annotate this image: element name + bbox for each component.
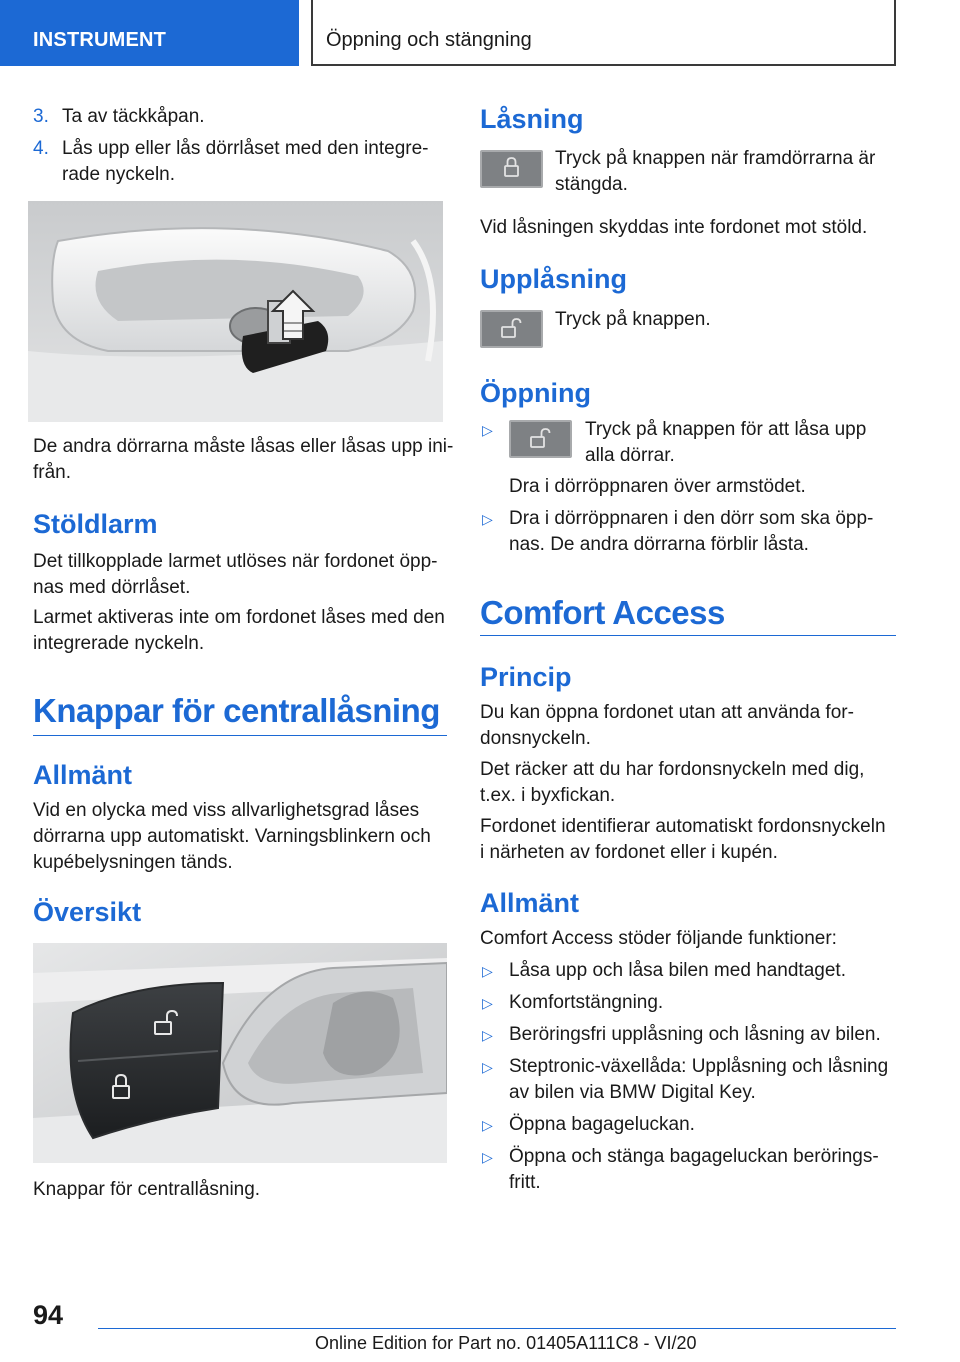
paragraph: från. [33, 462, 72, 483]
paragraph: De andra dörrarna måste låsas eller låsas upp ini- [33, 436, 454, 457]
list-item-text: av bilen via BMW Digital Key. [509, 1082, 756, 1103]
paragraph: Det tillkopplade larmet utlöses när fordonet öpp- [33, 551, 438, 572]
list-item-text: nas. De andra dörrarna förblir låsta. [509, 534, 809, 555]
page-number: 94 [33, 1300, 64, 1330]
list-item-text: Öppna och stänga bagageluckan berörings- [509, 1146, 879, 1167]
padlock-open-icon [482, 312, 541, 346]
photo-caption: Knappar för centrallåsning. [33, 1179, 261, 1200]
lock-button-image [480, 150, 543, 188]
paragraph: i närheten av fordonet eller i kupén. [480, 842, 778, 863]
paragraph: Fordonet identifierar automatiskt fordonsnyckeln [480, 816, 886, 837]
heading-oversikt: Översikt [33, 897, 142, 927]
paragraph: stängda. [555, 174, 628, 195]
triangle-right-icon: ▷ [482, 1059, 493, 1075]
section-label: INSTRUMENT [33, 29, 167, 51]
paragraph: Tryck på knappen. [555, 309, 711, 330]
paragraph: Vid låsningen skyddas inte fordonet mot stöld. [480, 217, 868, 238]
paragraph: integrerade nyckeln. [33, 633, 205, 654]
heading-stoldlarm: Stöldlarm [33, 509, 158, 539]
heading-upplasning: Upplåsning [480, 264, 627, 294]
step-text: rade nyckeln. [62, 164, 176, 185]
page-title: Öppning och stängning [326, 29, 532, 51]
central-locking-buttons-photo [33, 943, 447, 1163]
list-item-text: Komfortstängning. [509, 992, 664, 1013]
triangle-right-icon: ▷ [482, 1027, 493, 1043]
paragraph: Du kan öppna fordonet utan att använda for- [480, 702, 854, 723]
triangle-right-icon: ▷ [482, 511, 493, 527]
triangle-right-icon: ▷ [482, 1149, 493, 1165]
door-handle-key-photo [28, 201, 443, 422]
paragraph: kupébelysningen tänds. [33, 852, 233, 873]
heading-lasning: Låsning [480, 104, 584, 134]
paragraph: nas med dörrlåset. [33, 577, 191, 598]
heading-princip: Princip [480, 662, 572, 692]
padlock-open-icon [511, 422, 570, 456]
edition-text: Online Edition for Part no. 01405A111C8 - VI/20 [315, 1333, 697, 1353]
unlock-button-image [480, 310, 543, 348]
paragraph: donsnyckeln. [480, 728, 591, 749]
triangle-right-icon: ▷ [482, 422, 493, 438]
list-item-text: Dra i dörröppnaren över armstödet. [509, 476, 806, 497]
paragraph: Det räcker att du har fordonsnyckeln med dig, [480, 759, 865, 780]
triangle-right-icon: ▷ [482, 995, 493, 1011]
step-text: Ta av täckkåpan. [62, 106, 205, 127]
list-item-text: fritt. [509, 1172, 541, 1193]
heading-allmant: Allmänt [33, 760, 133, 790]
paragraph: Larmet aktiveras inte om fordonet låses med den [33, 607, 445, 628]
paragraph: dörrarna upp automatiskt. Varningsblinkern och [33, 826, 431, 847]
step-text: Lås upp eller lås dörrlåset med den integre- [62, 138, 429, 159]
list-item-text: Beröringsfri upplåsning och låsning av bilen. [509, 1024, 881, 1045]
triangle-right-icon: ▷ [482, 963, 493, 979]
heading-rule [33, 735, 447, 736]
list-item-text: Låsa upp och låsa bilen med handtaget. [509, 960, 846, 981]
list-item-text: Dra i dörröppnaren i den dörr som ska öpp- [509, 508, 874, 529]
footer-rule [98, 1328, 896, 1329]
list-item-text: alla dörrar. [585, 445, 675, 466]
triangle-right-icon: ▷ [482, 1117, 493, 1133]
list-item-text: Öppna bagageluckan. [509, 1114, 695, 1135]
heading-comfort-access: Comfort Access [480, 594, 725, 631]
paragraph: Comfort Access stöder följande funktioner: [480, 928, 837, 949]
padlock-closed-icon [482, 152, 541, 186]
page-header [0, 0, 960, 66]
paragraph: t.ex. i byxfickan. [480, 785, 616, 806]
list-item-text: Tryck på knappen för att låsa upp [585, 419, 867, 440]
step-number: 3. [33, 106, 49, 127]
heading-knappar: Knappar för centrallåsning [33, 692, 440, 729]
paragraph: Tryck på knappen när framdörrarna är [555, 148, 876, 169]
list-item-text: Steptronic-växellåda: Upplåsning och låsning [509, 1056, 889, 1077]
heading-rule [480, 635, 896, 636]
step-number: 4. [33, 138, 49, 159]
heading-allmant: Allmänt [480, 888, 580, 918]
heading-oppning: Öppning [480, 378, 591, 408]
unlock-button-image [509, 420, 572, 458]
paragraph: Vid en olycka med viss allvarlighetsgrad låses [33, 800, 420, 821]
